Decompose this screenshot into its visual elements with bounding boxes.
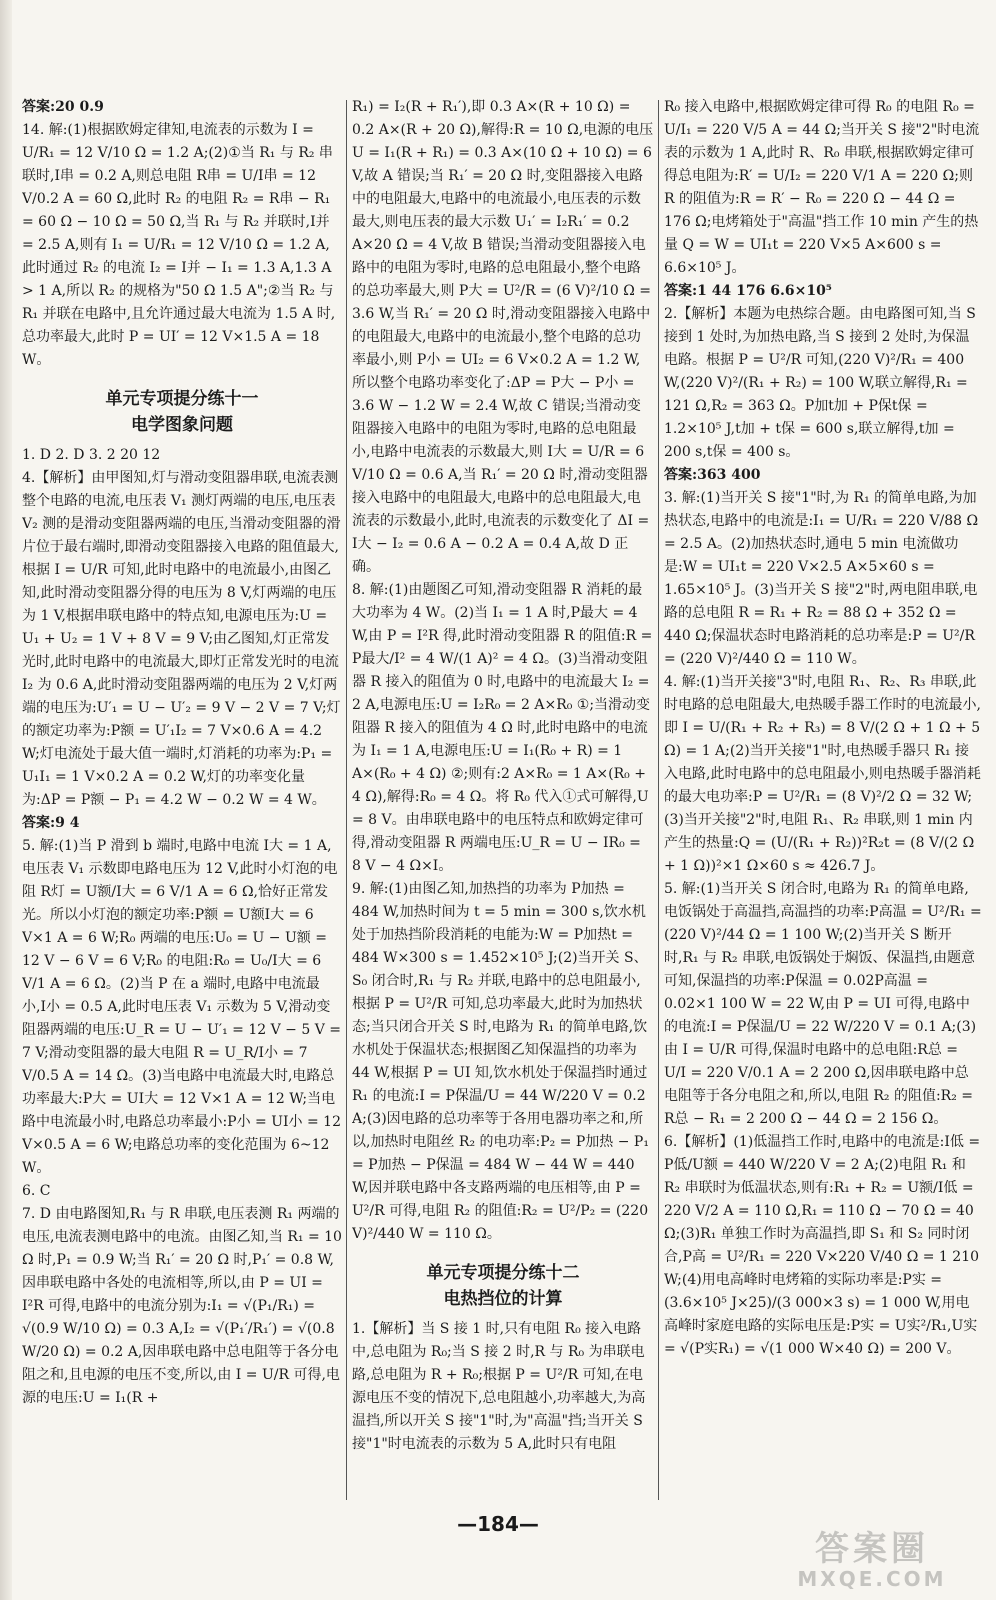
solution-7-cont: R₁) = I₂(R + R₁′),即 0.3 A×(R + 10 Ω) = 0.2 A×(R + 20 Ω),解得:R = 10 Ω,电源的电压 U = I₁(R + R₁) = 0.3 A×(10 Ω + 10 Ω) = 6 V,故 A 错误;当 R₁′ = 20 Ω 时,变阻器接入电路中的电阻最大,电路中的电流最小,电压表的示数最大,则电压表的最大示数 U₁′ = I₂R₁′ = 0.2 A×20 Ω = 4 V,故 B 错误;当滑动变阻器接入电路中的电阻为零时,电路的总电阻最小,整个电路的总功率最大,则 P大 = U²/R = (6 V)²/10 Ω = 3.6 W,当 R₁′ = 20 Ω 时,滑动变阻器接入电路中的电阻最大,电路中的电流最小,整个电路的总功率最小,则 P小 = UI₂ = 6 V×0.2 A = 1.2 W,所以整个电路功率变化了:ΔP = P大 − P小 = 3.6 W − 1.2 W = 2.4 W,故 C 错误;当滑动变阻器接入电路中的电阻为零时,电路的总电阻最小,电路中电流表的示数最大,则 I大 = U/R = 6 V/10 Ω = 0.6 A,当 R₁′ = 20 Ω 时,滑动变阻器接入电路中的电阻最大,电路中的总电阻最大,电流表的示数最小,此时,电流表的示数变化了 ΔI = I大 − I₂ = 0.6 A − 0.2 A = 0.4 A,故 D 正确。	[352, 99, 654, 575]
solution-12-4: 4. 解:(1)当开关接"3"时,电阻 R₁、R₂、R₃ 串联,此时电路的总电阻最大,电热暖手器工作时的电流最小,即 I = U/(R₁ + R₂ + R₃) = 8 V/(2 Ω + 1 Ω + 5 Ω) = 1 A;(2)当开关接"1"时,电热暖手器只 R₁ 接入电路,此时电路中的总电阻最小,则电热暖手器消耗的最大电功率:P = U²/R₁ = (8 V)²/2 Ω = 32 W;(3)当开关接"2"时,电阻 R₁、R₂ 串联,则 1 min 内产生的热量:Q = (U/(R₁ + R₂))²R₂t = (8 V/(2 Ω + 1 Ω))²×1 Ω×60 s ≈ 426.7 J。	[664, 674, 981, 874]
solution-7: 7. D 由电路图知,R₁ 与 R 串联,电压表测 R₁ 两端的电压,电流表测电路中的电流。由图乙知,当 R₁ = 10 Ω 时,P₁ = 0.9 W;当 R₁′ = 20 Ω 时,P₁′ = 0.8 W,因串联电路中各处的电流相等,所以,由 P = UI = I²R 可得,电路中的电流分别为:I₁ = √(P₁/R₁) = √(0.9 W/10 Ω) = 0.3 A,I₂ = √(P₁′/R₁′) = √(0.8 W/20 Ω) = 0.2 A,因串联电路中总电阻等于各分电阻之和,且电源的电压不变,所以,由 I = U/R 可得,电源的电压:U = I₁(R +	[22, 1206, 342, 1406]
answer-12-2: 答案:363 400	[664, 467, 761, 483]
column-divider-2	[658, 100, 659, 1500]
column-3	[664, 96, 982, 1506]
column-divider-1	[346, 100, 347, 1500]
solution-12-3: 3. 解:(1)当开关 S 接"1"时,为 R₁ 的简单电路,为加热状态,电路中的电流是:I₁ = U/R₁ = 220 V/88 Ω = 2.5 A。(2)加热状态时,通电 5 min 电流做功是:W = UI₁t = 220 V×2.5 A×5×60 s = 1.65×10⁵ J。(3)当开关 S 接"2"时,两电阻串联,电路的总电阻 R = R₁ + R₂ = 88 Ω + 352 Ω = 440 Ω;保温状态时电路消耗的总功率是:P = U²/R = (220 V)²/440 Ω = 110 W。	[664, 490, 979, 667]
section-title-11-line2: 电学图象问题	[131, 415, 233, 435]
page-binding-edge	[0, 0, 12, 1600]
solution-4: 4.【解析】由甲图知,灯与滑动变阻器串联,电流表测整个电路的电流,电压表 V₁ 测灯两端的电压,电压表 V₂ 测的是滑动变阻器两端的电压,当滑动变阻器的滑片位于最右端时,即滑动变阻器接入电路的阻值最大,根据 I = U/R 可知,此时电路中的电流最小,由图乙知,此时滑动变阻器分得的电压为 8 V,灯两端的电压为 1 V,根据串联电路中的特点知,电源电压为:U = U₁ + U₂ = 1 V + 8 V = 9 V;由乙图知,灯正常发光时,此时电路中的电流最大,即灯正常发光时的电流 I₂ 为 0.6 A,此时滑动变阻器两端的电压为 2 V,灯两端的电压为:U′₁ = U − U′₂ = 9 V − 2 V = 7 V;灯的额定功率为:P额 = U′₁I₂ = 7 V×0.6 A = 4.2 W;灯电流处于最大值一端时,灯消耗的功率为:P₁ = U₁I₁ = 1 V×0.2 A = 0.2 W,灯的功率变化量为:ΔP = P额 − P₁ = 4.2 W − 0.2 W = 4 W。	[22, 470, 341, 808]
section-title-12	[352, 1260, 654, 1312]
section-title-12-line1: 单元专项提分练十二	[426, 1263, 580, 1283]
watermark-line1: 答案圈	[815, 1529, 929, 1569]
answer-12-1: 答案:1 44 176 6.6×10⁵	[664, 283, 832, 299]
answers-1-3: 1. D 2. D 3. 2 20 12	[22, 447, 161, 463]
answer-4: 答案:9 4	[22, 815, 80, 831]
watermark-line2: MXQE.COM	[797, 1567, 947, 1591]
answer-6: 6. C	[22, 1183, 51, 1199]
section-title-11-line1: 单元专项提分练十一	[105, 389, 259, 409]
solution-14: 14. 解:(1)根据欧姆定律知,电流表的示数为 I = U/R₁ = 12 V/10 Ω = 1.2 A;(2)①当 R₁ 与 R₂ 串联时,I串 = 0.2 A,则总电阻 R串 = U/I串 = 12 V/0.2 A = 60 Ω,此时 R₂ 的电阻 R₂ = R串 − R₁ = 60 Ω − 10 Ω = 50 Ω,当 R₁ 与 R₂ 并联时,I并 = 2.5 A,则有 I₁ = U/R₁ = 12 V/10 Ω = 1.2 A,此时通过 R₂ 的电流 I₂ = I并 − I₁ = 1.3 A,1.3 A > 1 A,所以 R₂ 的规格为"50 Ω 1.5 A";②当 R₂ 与 R₁ 并联在电路中,且允许通过最大电流为 1.5 A 时,总功率最大,此时 P = UI′ = 12 V×1.5 A = 18 W。	[22, 122, 336, 368]
solution-9: 9. 解:(1)由图乙知,加热挡的功率为 P加热 = 484 W,加热时间为 t = 5 min = 300 s,饮水机处于加热挡阶段消耗的电能为:W = P加热t = 484 W×300 s = 1.452×10⁵ J;(2)当开关 S、S₀ 闭合时,R₁ 与 R₂ 并联,电路中的总电阻最小,根据 P = U²/R 可知,总功率最大,此时为加热状态;当只闭合开关 S 时,电路为 R₁ 的简单电路,饮水机处于保温状态;根据图乙知保温挡的功率为 44 W,根据 P = UI 知,饮水机处于保温挡时通过 R₁ 的电流:I = P保温/U = 44 W/220 V = 0.2 A;(3)因电路的总功率等于各用电器功率之和,所以,加热时电阻丝 R₂ 的电功率:P₂ = P加热 − P₁ = P加热 − P保温 = 484 W − 44 W = 440 W,因并联电路中各支路两端的电压相等,由 P = U²/R 可得,电阻 R₂ 的阻值:R₂ = U²/P₂ = (220 V)²/440 W = 110 Ω。	[352, 881, 649, 1242]
solution-12-1: 1.【解析】当 S 接 1 时,只有电阻 R₀ 接入电路中,总电阻为 R₀;当 S 接 2 时,R 与 R₀ 为串联电路,总电阻为 R + R₀;根据 P = U²/R 可知,在电源电压不变的情况下,总电阻越小,功率越大,为高温挡,所以开关 S 接"1"时,为"高温"挡;当开关 S 接"1"时电流表的示数为 5 A,此时只有电阻	[352, 1321, 646, 1452]
section-title-11	[22, 386, 342, 438]
solution-12-2: 2.【解析】本题为电热综合题。由电路图可知,当 S 接到 1 处时,为加热电路,当 S 接到 2 处时,为保温电路。根据 P = U²/R 可知,(220 V)²/R₁ = 400 W,(220 V)²/(R₁ + R₂) = 100 W,联立解得,R₁ = 121 Ω,R₂ = 363 Ω。P加t加 + P保t保 = 1.2×10⁵ J,t加 + t保 = 600 s,联立解得,t加 = 200 s,t保 = 400 s。	[664, 306, 976, 460]
section-title-12-line2: 电热挡位的计算	[443, 1289, 563, 1309]
solution-5: 5. 解:(1)当 P 滑到 b 端时,电路中电流 I大 = 1 A,电压表 V₁ 示数即电路电压为 12 V,此时小灯泡的电阻 R灯 = U额/I大 = 6 V/1 A = 6 Ω,恰好正常发光。所以小灯泡的额定功率:P额 = U额I大 = 6 V×1 A = 6 W;R₀ 两端的电压:U₀ = U − U额 = 12 V − 6 V = 6 V;R₀ 的电阻:R₀ = U₀/I大 = 6 V/1 A = 6 Ω。(2)当 P 在 a 端时,电路中电流最小,I小 = 0.5 A,此时电压表 V₁ 示数为 5 V,滑动变阻器两端的电压:U_R = U − U′₁ = 12 V − 5 V = 7 V;滑动变阻器的最大电阻 R = U_R/I小 = 7 V/0.5 A = 14 Ω。(3)当电路中电流最大时,电路总功率最大:P大 = UI大 = 12 V×1 A = 12 W;当电路中电流最小时,电路总功率最小:P小 = UI小 = 12 V×0.5 A = 6 W;电路总功率的变化范围为 6~12 W。	[22, 838, 341, 1176]
column-1	[22, 96, 342, 1506]
solution-8: 8. 解:(1)由题图乙可知,滑动变阻器 R 消耗的最大功率为 4 W。(2)当 I₁ = 1 A 时,P最大 = 4 W,由 P = I²R 得,此时滑动变阻器 R 的阻值:R = P最大/I² = 4 W/(1 A)² = 4 Ω。(3)当滑动变阻器 R 接入的阻值为 0 时,电路中的电流最大 I₂ = 2 A,电源电压:U = I₂R₀ = 2 A×R₀ ①;当滑动变阻器 R 接入的阻值为 4 Ω 时,此时电路中的电流为 I₁ = 1 A,电源电压:U = I₁(R₀ + R) = 1 A×(R₀ + 4 Ω) ②;则有:2 A×R₀ = 1 A×(R₀ + 4 Ω),解得:R₀ = 4 Ω。将 R₀ 代入①式可解得,U = 8 V。由串联电路中的电压特点和欧姆定律可得,滑动变阻器 R 两端电压:U_R = U − IR₀ = 8 V − 4 Ω×I。	[352, 582, 653, 874]
column-2	[352, 96, 654, 1506]
solution-12-6: 6.【解析】(1)低温挡工作时,电路中的电流是:I低 = P低/U额 = 440 W/220 V = 2 A;(2)电阻 R₁ 和 R₂ 串联时为低温状态,则有:R₁ + R₂ = U额/I低 = 220 V/2 A = 110 Ω,R₁ = 110 Ω − 70 Ω = 40 Ω;(3)R₁ 单独工作时为高温挡,即 S₁ 和 S₂ 同时闭合,P高 = U²/R₁ = 220 V×220 V/40 Ω = 1 210 W;(4)用电高峰时电烤箱的实际功率是:P实 = (3.6×10⁵ J×25)/(3 000×3 s) = 1 000 W,用电高峰时家庭电路的实际电压是:P实 = U实²/R₁,U实 = √(P实R₁) = √(1 000 W×40 Ω) = 200 V。	[664, 1134, 981, 1357]
answer-line: 答案:20 0.9	[22, 99, 104, 115]
site-watermark	[762, 1530, 982, 1594]
page-number: —184—	[457, 1512, 539, 1536]
solution-12-5: 5. 解:(1)当开关 S 闭合时,电路为 R₁ 的简单电路,电饭锅处于高温挡,高温挡的功率:P高温 = U²/R₁ = (220 V)²/44 Ω = 1 100 W;(2)当开关 S 断开时,R₁ 与 R₂ 串联,电饭锅处于焖饭、保温挡,由题意可知,保温挡的功率:P保温 = 0.02P高温 = 0.02×1 100 W = 22 W,由 P = UI 可得,电路中的电流:I = P保温/U = 22 W/220 V = 0.1 A;(3)由 I = U/R 可得,保温时电路中的总电阻:R总 = U/I = 220 V/0.1 A = 2 200 Ω,因串联电路中总电阻等于各分电阻之和,所以,电阻 R₂ 的阻值:R₂ = R总 − R₁ = 2 200 Ω − 44 Ω = 2 156 Ω。	[664, 881, 982, 1127]
solution-12-1-cont: R₀ 接入电路中,根据欧姆定律可得 R₀ 的电阻 R₀ = U/I₁ = 220 V/5 A = 44 Ω;当开关 S 接"2"时电流表的示数为 1 A,此时 R、R₀ 串联,根据欧姆定律可得总电阻为:R′ = U/I₂ = 220 V/1 A = 220 Ω;则 R 的阻值为:R = R′ − R₀ = 220 Ω − 44 Ω = 176 Ω;电烤箱处于"高温"挡工作 10 min 产生的热量 Q = W = UI₁t = 220 V×5 A×600 s = 6.6×10⁵ J。	[664, 99, 980, 276]
